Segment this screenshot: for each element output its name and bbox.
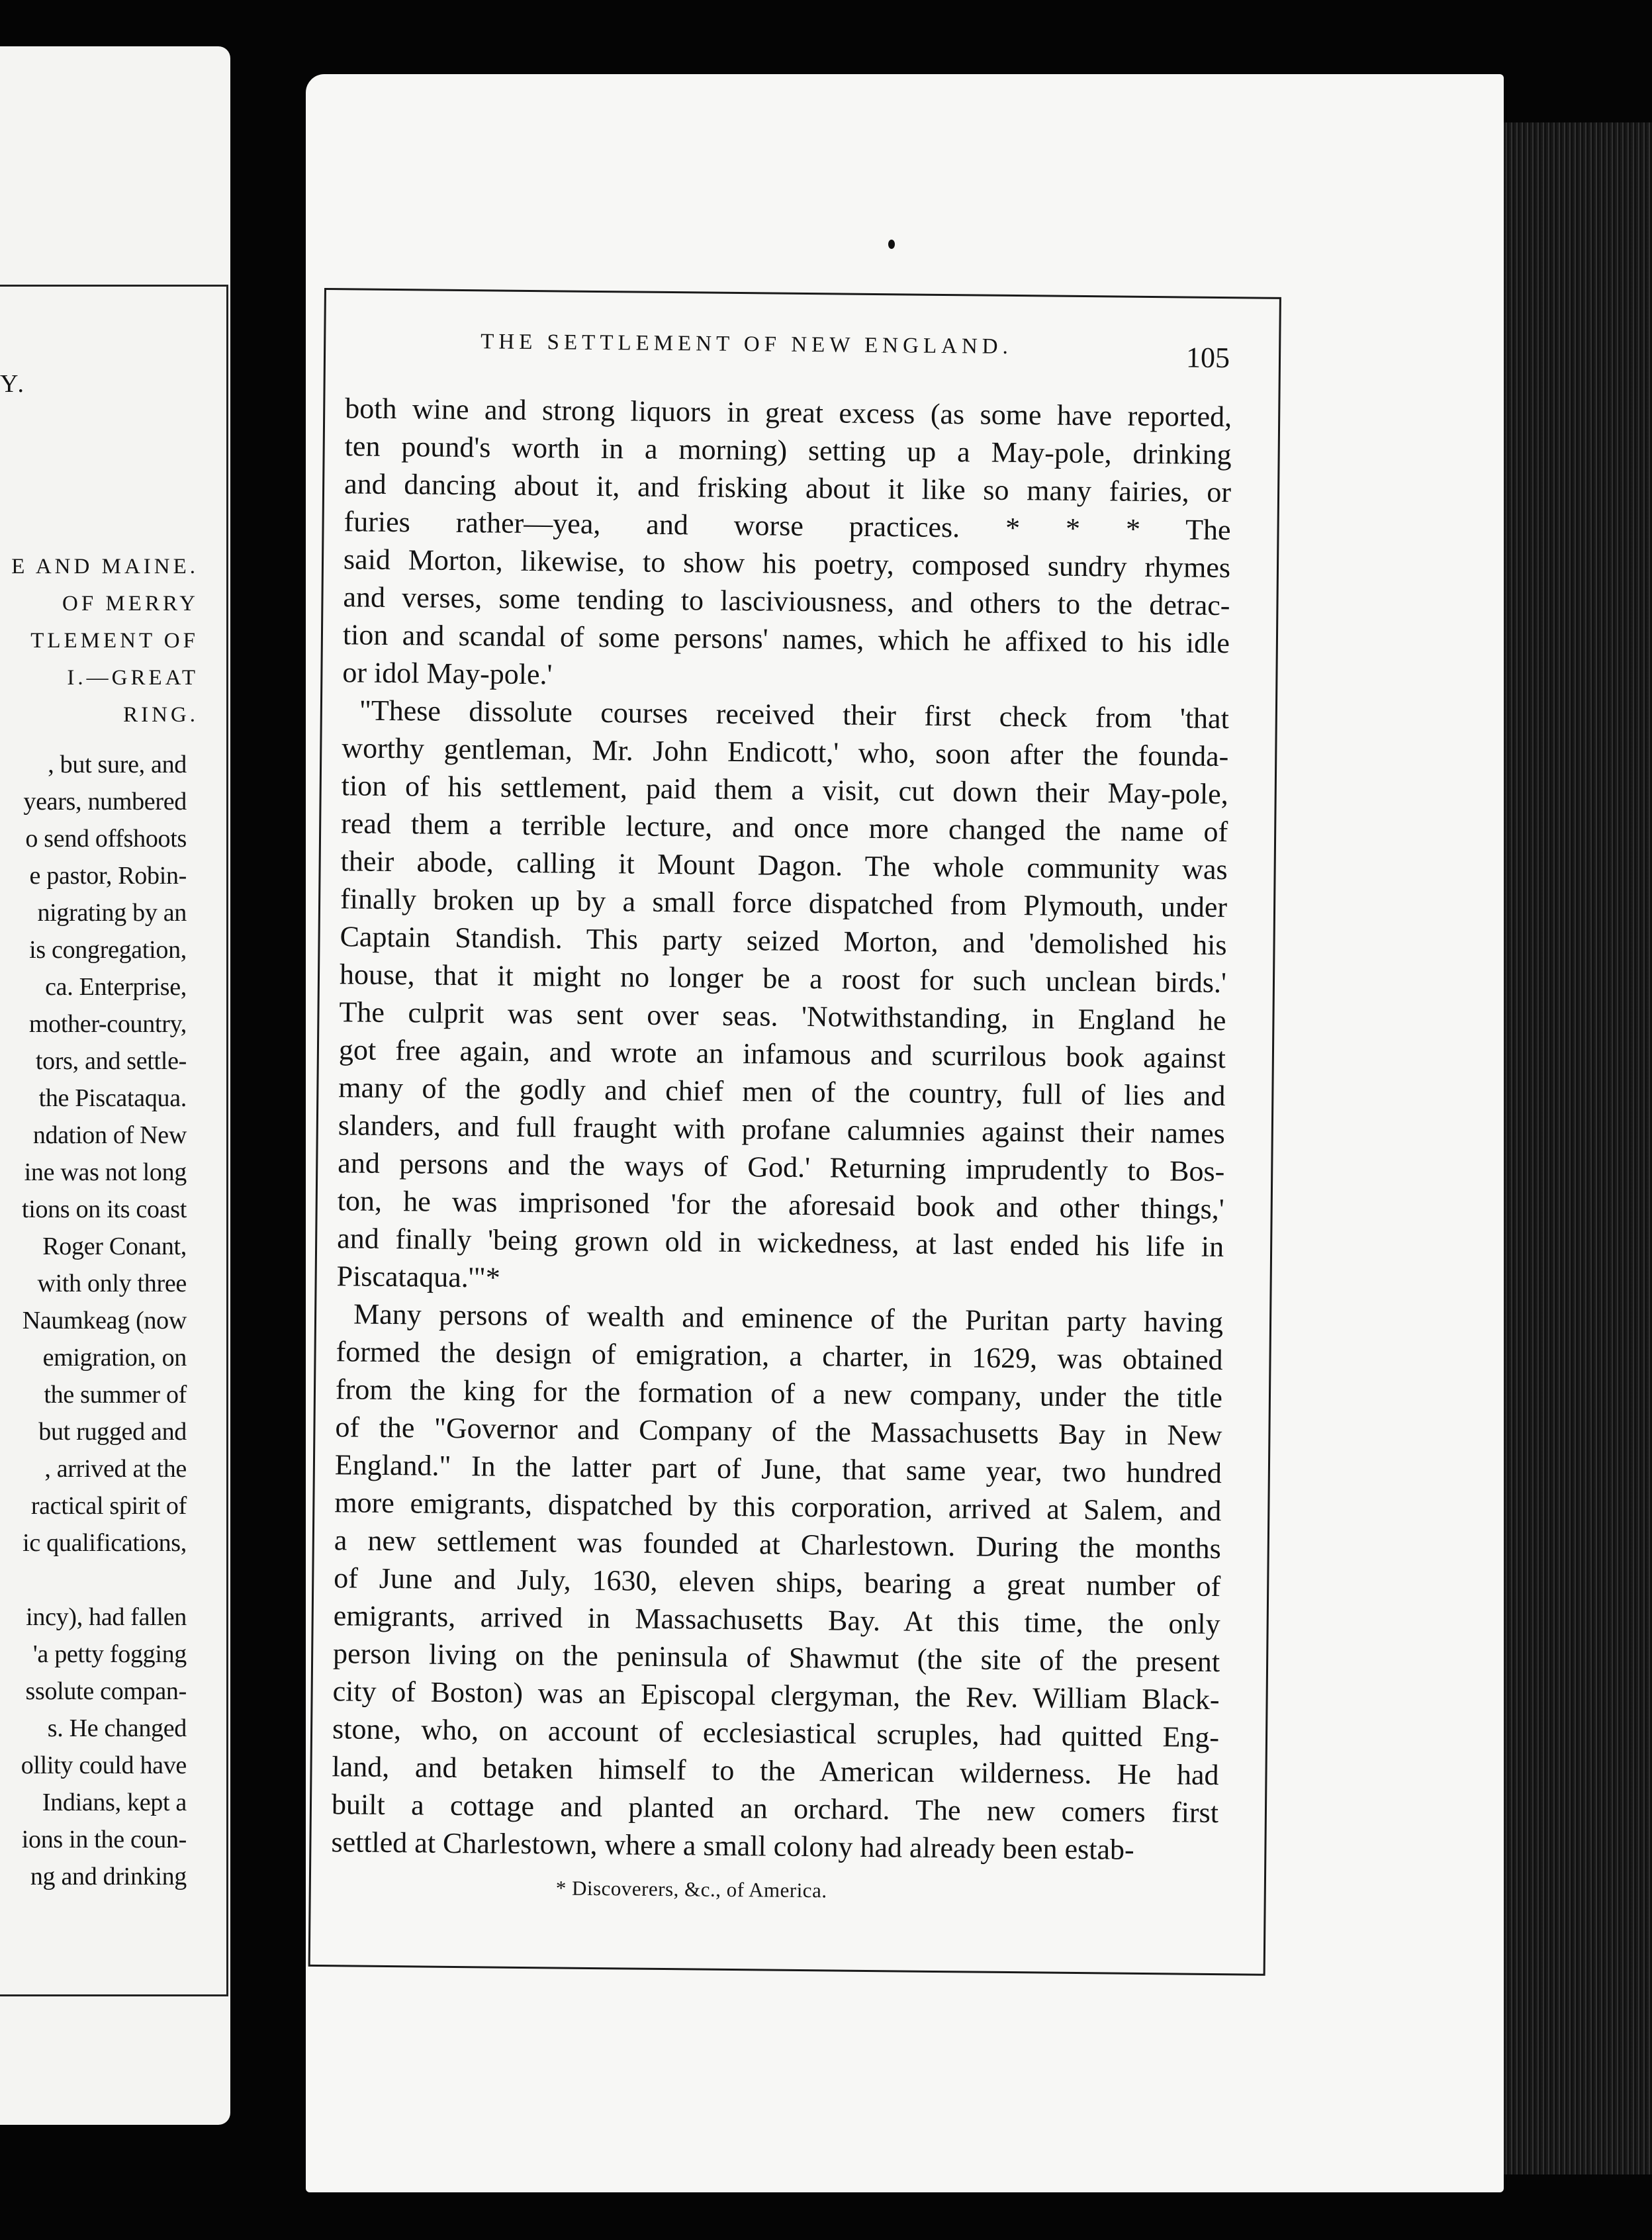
paragraph-1: [342, 389, 1232, 700]
text-line: from the king for the formation of a new company, under the title: [335, 1373, 1223, 1415]
page-frame: [308, 288, 1281, 1976]
left-page-line: ollity could have: [21, 1751, 187, 1779]
text-line: England." In the latter part of June, that same year, two hundred: [334, 1448, 1222, 1490]
left-page-heading: E AND MAINE.: [11, 555, 199, 579]
left-page-line: ssolute compan-: [25, 1677, 187, 1705]
text-line: ten pound's worth in a morning) setting up a May-pole, drinking: [344, 430, 1232, 471]
page-edges: [1504, 122, 1652, 2174]
left-page-line: ine was not long: [24, 1158, 187, 1186]
left-page-title: Y.: [0, 370, 27, 398]
text-line: finally broken up by a small force dispatched from Plymouth, under: [340, 882, 1228, 924]
paragraph-3: [331, 1295, 1223, 1869]
left-page-line: 'a petty fogging: [32, 1640, 187, 1668]
text-line: tion of his settlement, paid them a visit, cut down their May-pole,: [341, 769, 1228, 811]
left-page-line: Indians, kept a: [42, 1789, 187, 1816]
text-line: built a cottage and planted an orchard. The new comers first: [331, 1788, 1219, 1830]
left-page-line: tions on its coast: [22, 1195, 187, 1223]
left-page-line: emigration, on: [42, 1344, 187, 1372]
text-line: slanders, and full fraught with profane calumnies against their names: [338, 1109, 1226, 1150]
text-line: house, that it might no longer be a roost for such unclean birds.': [339, 958, 1227, 1000]
text-line: city of Boston) was an Episcopal clergyman, the Rev. William Black-: [332, 1675, 1220, 1716]
text-line: and persons and the ways of God.' Returning imprudently to Bos-: [338, 1146, 1225, 1188]
text-line: or idol May-pole.': [342, 656, 553, 691]
left-page-line: ng and drinking: [30, 1863, 187, 1890]
left-page-heading: RING.: [123, 703, 199, 727]
text-line: many of the godly and chief men of the country, full of lies and: [338, 1071, 1226, 1113]
text-line: The culprit was sent over seas. 'Notwithstanding, in England he: [339, 996, 1226, 1037]
left-page: [0, 46, 230, 2125]
text-line: furies rather—yea, and worse practices. * * * The: [344, 505, 1231, 547]
text-line: said Morton, likewise, to show his poetry, composed sundry rhymes: [343, 543, 1231, 584]
left-page-frame: [0, 285, 228, 1996]
text-line: read them a terrible lecture, and once more changed the name of: [341, 807, 1228, 849]
left-page-line: with only three: [37, 1270, 187, 1297]
paragraph-2: [336, 691, 1229, 1303]
left-page-line: but rugged and: [38, 1418, 187, 1446]
text-line: both wine and strong liquors in great excess (as some have reported,: [345, 392, 1232, 434]
left-page-line: mother-country,: [28, 1010, 187, 1038]
text-line: worthy gentleman, Mr. John Endicott,' who, soon after the founda-: [342, 731, 1229, 773]
left-page-line: the summer of: [44, 1381, 187, 1409]
text-line: tion and scandal of some persons' names, which he affixed to his idle: [342, 618, 1230, 660]
left-page-line: , arrived at the: [44, 1455, 187, 1483]
left-page-line: Naumkeag (now: [22, 1307, 187, 1334]
text-line: their abode, calling it Mount Dagon. The whole community was: [340, 845, 1228, 886]
text-line: got free again, and wrote an infamous and scurrilous book against: [338, 1033, 1226, 1075]
text-line: more emigrants, dispatched by this corporation, arrived at Salem, and: [334, 1486, 1222, 1528]
text-line: land, and betaken himself to the American wilderness. He had: [332, 1750, 1219, 1792]
left-page-line: years, numbered: [23, 788, 187, 816]
text-line: emigrants, arrived in Massachusetts Bay. At this time, the only: [333, 1599, 1220, 1641]
text-line: of June and July, 1630, eleven ships, bearing a great number of: [334, 1562, 1221, 1603]
text-line: formed the design of emigration, a charter, in 1629, was obtained: [336, 1335, 1223, 1377]
text-line: and verses, some tending to lasciviousness, and others to the detrac-: [343, 581, 1230, 622]
left-page-line: ions in the coun-: [21, 1826, 187, 1853]
text-line: and finally 'being grown old in wickedness, at last ended his life in: [336, 1222, 1224, 1264]
text-line: settled at Charlestown, where a small colony had already been estab-: [331, 1826, 1134, 1866]
running-head: THE SETTLEMENT OF NEW ENGLAND.: [481, 330, 1013, 359]
left-page-line: incy), had fallen: [26, 1603, 187, 1631]
left-page-line: Roger Conant,: [42, 1233, 187, 1260]
footnote: * Discoverers, &c., of America.: [555, 1876, 827, 1902]
text-line: stone, who, on account of ecclesiastical scruples, had quitted Eng-: [332, 1712, 1220, 1754]
body-text: [331, 389, 1232, 1869]
left-page-line: the Piscataqua.: [38, 1084, 187, 1112]
left-page-line: , but sure, and: [48, 751, 187, 778]
ink-dot: [888, 240, 895, 249]
left-page-line: s. He changed: [47, 1714, 187, 1742]
left-page-line: ractical spirit of: [30, 1492, 187, 1520]
text-line: a new settlement was founded at Charlestown. During the months: [334, 1524, 1222, 1565]
left-page-heading: OF MERRY: [62, 592, 199, 616]
text-line: "These dissolute courses received their first check from 'that: [359, 694, 1230, 735]
left-page-line: ca. Enterprise,: [45, 973, 187, 1001]
text-line: Many persons of wealth and eminence of the Puritan party having: [353, 1297, 1224, 1339]
left-page-line: o send offshoots: [25, 825, 187, 853]
left-page-line: tors, and settle-: [35, 1047, 187, 1075]
text-line: Piscataqua.'"*: [336, 1260, 500, 1294]
page-number: 105: [1185, 341, 1230, 375]
left-page-heading: I.—GREAT: [67, 666, 199, 690]
text-line: ton, he was imprisoned 'for the aforesaid book and other things,': [337, 1184, 1224, 1226]
text-line: Captain Standish. This party seized Morton, and 'demolished his: [340, 920, 1227, 962]
left-page-line: ic qualifications,: [23, 1529, 187, 1557]
text-line: and dancing about it, and frisking about it like so many fairies, or: [344, 467, 1232, 509]
left-page-line: is congregation,: [29, 936, 187, 964]
left-page-heading: TLEMENT OF: [30, 629, 199, 653]
text-line: of the "Governor and Company of the Massachusetts Bay in New: [335, 1411, 1222, 1452]
left-page-line: ndation of New: [32, 1121, 187, 1149]
left-page-line: nigrating by an: [37, 899, 187, 927]
left-page-line: e pastor, Robin-: [29, 862, 187, 890]
text-line: person living on the peninsula of Shawmut (the site of the present: [332, 1637, 1220, 1679]
